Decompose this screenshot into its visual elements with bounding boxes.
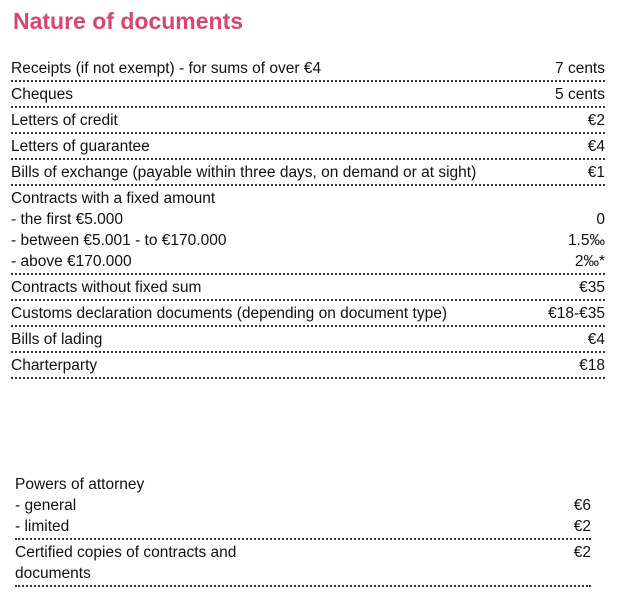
row-value: €1 xyxy=(587,164,605,181)
row-value: 5 cents xyxy=(555,86,605,103)
row-description: Letters of guarantee xyxy=(11,138,150,155)
table-row xyxy=(11,108,605,134)
group-heading-row xyxy=(11,188,605,209)
row-value: €4 xyxy=(587,138,605,155)
sub-row-value: €6 xyxy=(573,497,591,514)
sub-row-value: 2‰* xyxy=(574,253,605,270)
table-row-group xyxy=(11,186,605,275)
sub-row xyxy=(11,209,605,230)
table-row xyxy=(11,301,605,327)
table-row xyxy=(11,134,605,160)
row-value: €18-€35 xyxy=(548,305,605,322)
sub-row xyxy=(15,516,591,537)
row-description: Bills of lading xyxy=(11,331,103,348)
row-description: Customs declaration documents (depending on document type) xyxy=(11,305,447,322)
sub-row-description: - the first €5.000 xyxy=(11,211,124,228)
sub-row-value: 0 xyxy=(596,211,605,228)
sub-row-description: - between €5.001 - to €170.000 xyxy=(11,232,227,249)
group-heading: Powers of attorney xyxy=(15,476,145,493)
row-description: Letters of credit xyxy=(11,112,118,129)
row-description: Cheques xyxy=(11,86,74,103)
row-description: Contracts without fixed sum xyxy=(11,279,202,296)
row-value: €2 xyxy=(587,112,605,129)
table-row-group xyxy=(15,472,591,540)
group-heading: Contracts with a fixed amount xyxy=(11,190,216,207)
table-row xyxy=(15,540,591,587)
row-description: Charterparty xyxy=(11,357,98,374)
table-row xyxy=(11,82,605,108)
sub-row-value: 1.5‰ xyxy=(567,232,605,249)
sub-row-value: €2 xyxy=(573,518,591,535)
table-row xyxy=(11,275,605,301)
row-value: €35 xyxy=(579,279,605,296)
row-value: 7 cents xyxy=(555,60,605,77)
table-row xyxy=(11,327,605,353)
row-value: €4 xyxy=(587,331,605,348)
row-value: €2 xyxy=(573,544,591,561)
sub-row-description: - general xyxy=(15,497,77,514)
table-row xyxy=(11,56,605,82)
table-row xyxy=(11,353,605,379)
row-value: €18 xyxy=(579,357,605,374)
powers-of-attorney-table xyxy=(15,472,591,587)
stamp-duty-table xyxy=(11,56,605,379)
sub-row xyxy=(11,251,605,272)
sub-row xyxy=(15,495,591,516)
row-description: Certified copies of contracts and documents xyxy=(15,544,237,582)
page-title: Nature of documents xyxy=(13,8,244,34)
row-description: Receipts (if not exempt) - for sums of over €4 xyxy=(11,60,322,77)
sub-row xyxy=(11,230,605,251)
sub-row-description: - limited xyxy=(15,518,70,535)
table-row xyxy=(11,160,605,186)
row-description: Bills of exchange (payable within three days, on demand or at sight) xyxy=(11,164,477,181)
group-heading-row xyxy=(15,474,591,495)
sub-row-description: - above €170.000 xyxy=(11,253,132,270)
